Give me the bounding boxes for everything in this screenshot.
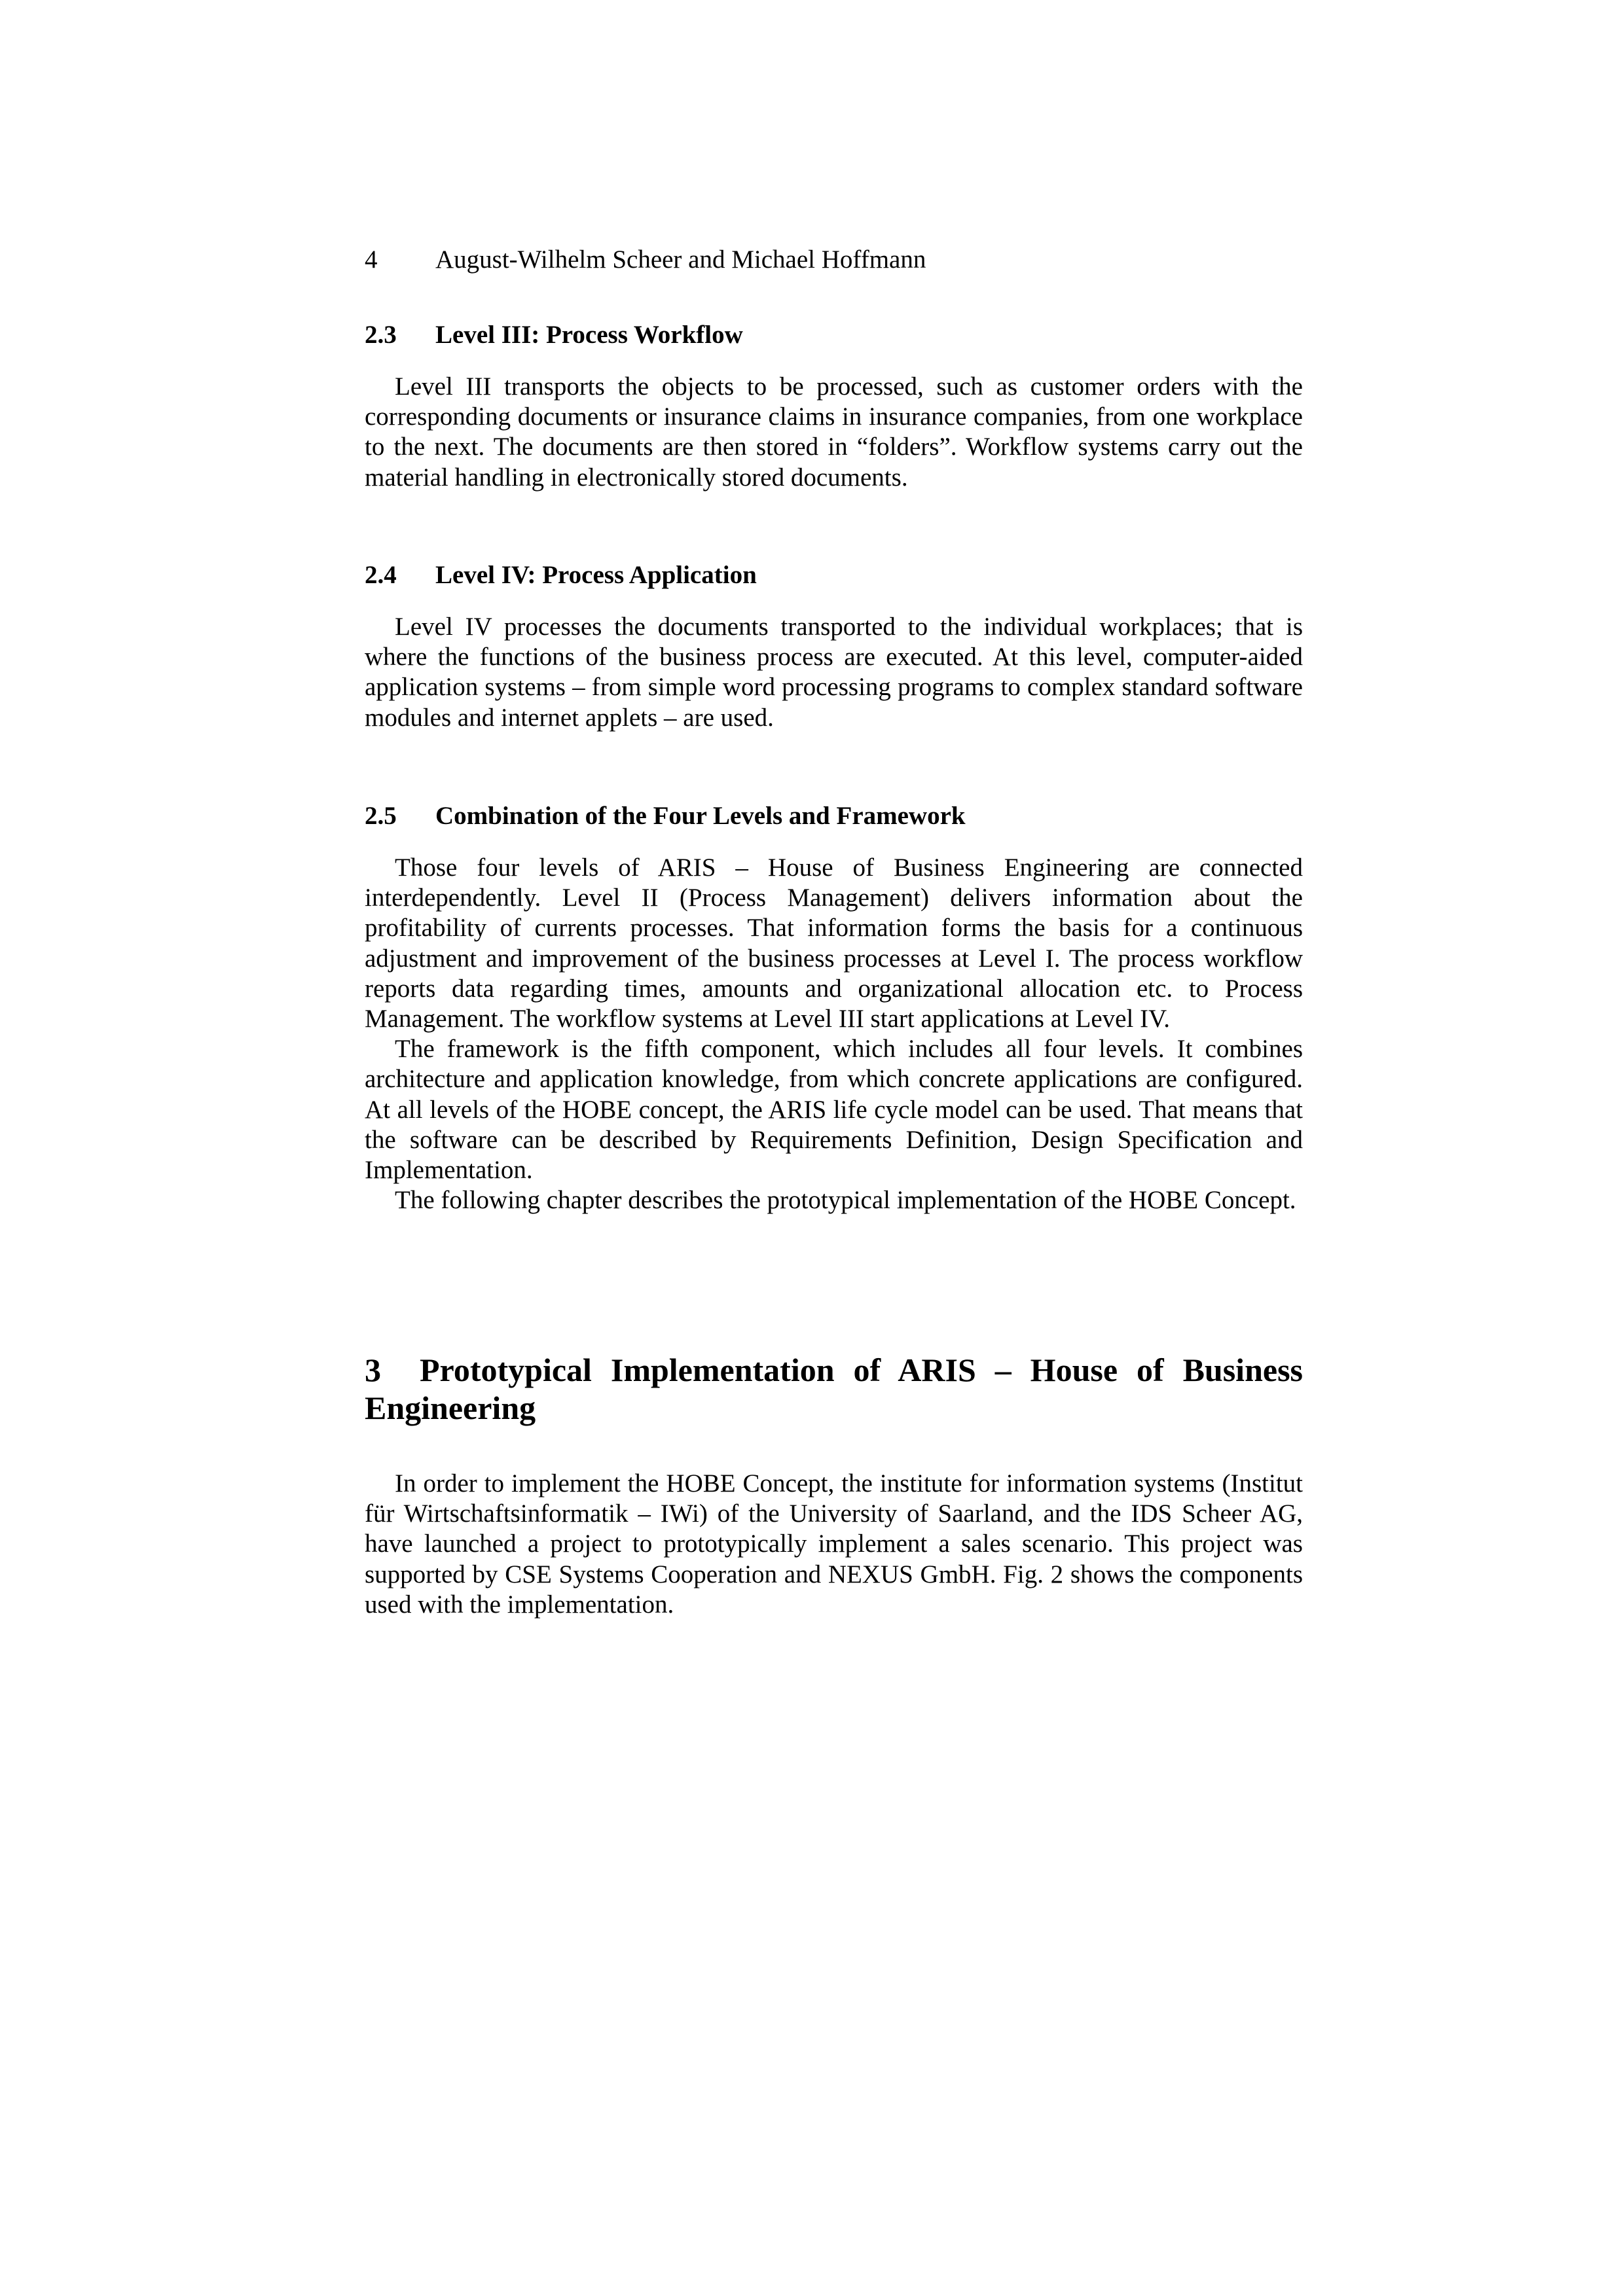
chapter-title: Prototypical Implementation of ARIS – House of Business Engineering (365, 1352, 1303, 1426)
chapter-number: 3 (365, 1352, 381, 1388)
section-number: 2.5 (365, 802, 397, 830)
paragraph: The framework is the fifth component, which includes all four levels. It combines architecture and application knowledge, from which concrete applications are configured. At all levels of the HOBE concept, the ARIS life cycle model can be used. That means that the software can be described by Requirements Definition, Design Specification and Implementation. (365, 1035, 1303, 1185)
paragraph: The following chapter describes the prototypical implementation of the HOBE Concept. (395, 1186, 1296, 1215)
section-number: 2.3 (365, 321, 397, 349)
chapter-3 (365, 1351, 1303, 1620)
section-2-5 (365, 800, 1303, 1215)
section-2-3 (365, 319, 1303, 493)
page-number: 4 (365, 245, 378, 274)
paragraph: Those four levels of ARIS – House of Business Engineering are connected interdependently. Level II (Process Management) delivers information about the profitability of currents processes. That information forms the basis for a continuous adjustment and improvement of the business processes at Level I. The process workflow reports data regarding times, amounts and organizational allocation etc. to Process Management. The workflow systems at Level III start applications at Level IV. (365, 853, 1303, 1033)
paragraph: Level IV processes the documents transported to the individual workplaces; that is where the functions of the business process are executed. At this level, computer-aided application systems – from simple word processing programs to complex standard software modules and internet applets – are used. (365, 613, 1303, 732)
section-heading (365, 319, 1303, 351)
section-2-4 (365, 560, 1303, 733)
section-title: Combination of the Four Levels and Framework (435, 802, 966, 830)
paragraph: Level III transports the objects to be processed, such as customer orders with the corresponding documents or insurance claims in insurance companies, from one workplace to the next. The documents are then stored in “folders”. Workflow systems carry out the material handling in electronically stored documents. (365, 372, 1303, 492)
chapter-heading (365, 1351, 1303, 1427)
section-title: Level III: Process Workflow (435, 321, 743, 349)
section-heading (365, 560, 1303, 591)
running-head (365, 243, 1314, 276)
section-number: 2.4 (365, 561, 397, 589)
running-head-authors: August-Wilhelm Scheer and Michael Hoffmann (435, 245, 926, 274)
paragraph: In order to implement the HOBE Concept, the institute for information systems (Institut für Wirtschaftsinformatik – IWi) of the University of Saarland, and the IDS Scheer AG, have launched a project to prototypically implement a sales scenario. This project was supported by CSE Systems Cooperation and NEXUS GmbH. Fig. 2 shows the components used with the implementation. (365, 1469, 1303, 1619)
section-title: Level IV: Process Application (435, 561, 757, 589)
section-heading (365, 800, 1303, 832)
